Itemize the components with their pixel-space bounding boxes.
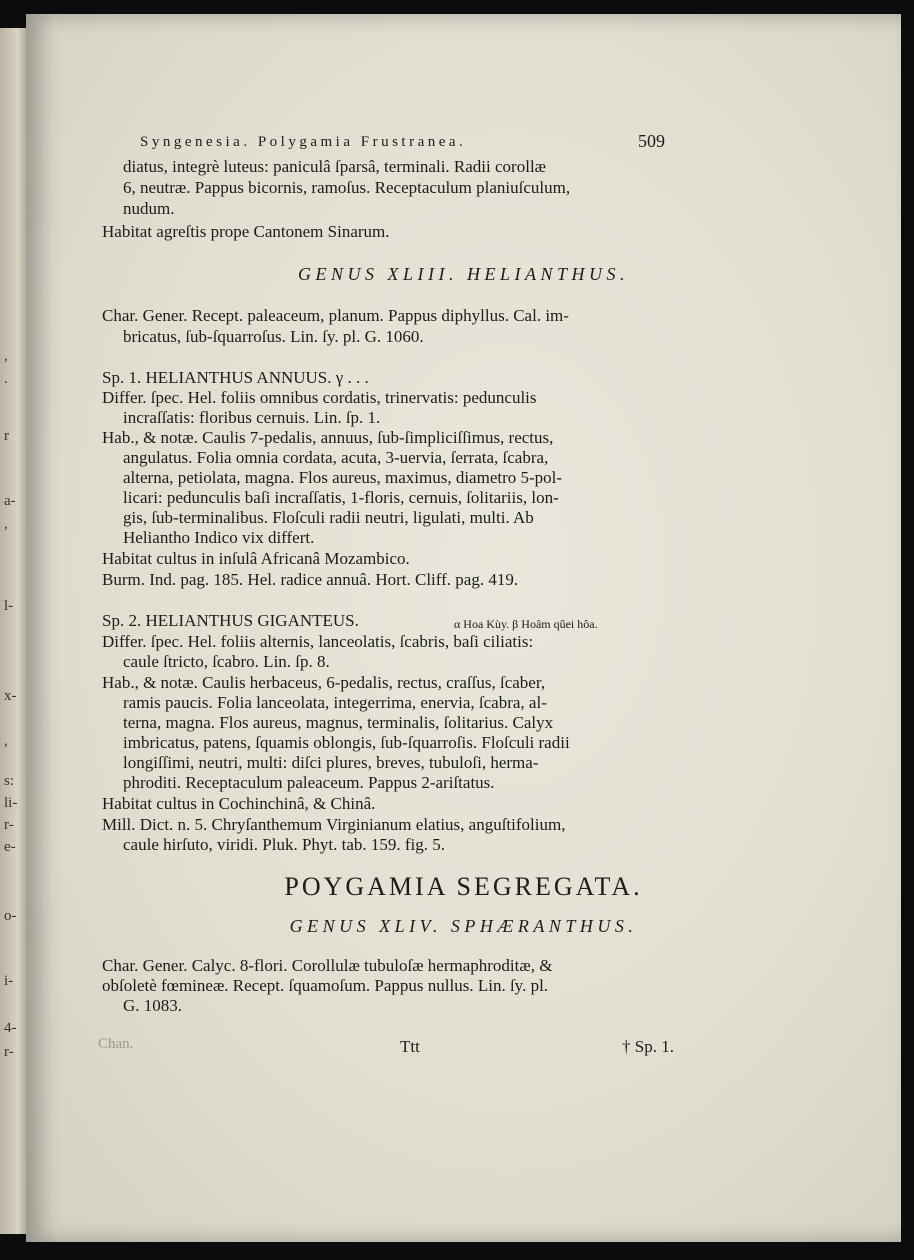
text-line: Differ. ſpec. Hel. foliis omnibus cordatis, trinervatis: pedunculis [102, 388, 537, 407]
text-line: incraſſatis: floribus cernuis. Lin. ſp. 1. [123, 408, 381, 427]
text-line: Hab., & notæ. Caulis 7-pedalis, annuus, ſub-ſimpliciſſimus, rectus, [102, 428, 554, 447]
species-heading: Sp. 1. HELIANTHUS ANNUUS. γ . . . [102, 368, 369, 387]
text-line: alterna, petiolata, magna. Flos aureus, maximus, diametro 5-pol- [123, 468, 563, 487]
left-page-fragment: a- [4, 493, 16, 509]
text-line: nudum. [123, 199, 175, 218]
vernacular-names: α Hoa Kùy. β Hoâm qûei hôa. [454, 617, 598, 631]
reference-line: Burm. Ind. pag. 185. Hel. radice annuâ. Hort. Cliff. pag. 419. [102, 570, 519, 589]
running-title: Syngenesia. Polygamia Frustranea. [140, 134, 467, 150]
character-line: Char. Gener. Recept. paleaceum, planum. Pappus diphyllus. Cal. im- [102, 306, 569, 325]
left-page-fragment: r [4, 428, 9, 444]
character-line: bricatus, ſub-ſquarroſus. Lin. ſy. pl. G. 1060. [123, 327, 424, 346]
text-line: angulatus. Folia omnia cordata, acuta, 3-uervia, ſerrata, ſcabra, [123, 448, 549, 467]
reference-line: Mill. Dict. n. 5. Chryſanthemum Virginianum elatius, anguſtifolium, [102, 815, 566, 834]
left-page-fragment: x- [4, 688, 17, 704]
left-page-fragment: e- [4, 839, 16, 855]
text-line: ramis paucis. Folia lanceolata, integerrima, enervia, ſcabra, al- [123, 693, 547, 712]
text-line: phroditi. Receptaculum paleaceum. Pappus 2-ariſtatus. [123, 773, 495, 792]
character-line: obſoletè fœmineæ. Recept. ſquamoſum. Pappus nullus. Lin. ſy. pl. [102, 976, 549, 995]
left-page-fragment: r- [4, 817, 14, 833]
left-page-fragment: , [4, 516, 8, 532]
left-page-fragment: i- [4, 973, 14, 989]
text-line: 6, neutræ. Pappus bicornis, ramoſus. Receptaculum planiuſculum, [123, 178, 571, 197]
text-line: Hab., & notæ. Caulis herbaceus, 6-pedalis, rectus, craſſus, ſcaber, [102, 673, 546, 692]
left-page-fragment: l- [4, 598, 14, 614]
text-line: licari: pedunculis baſi incraſſatis, 1-floris, cernuis, ſolitariis, lon- [123, 488, 559, 507]
text-line: Differ. ſpec. Hel. foliis alternis, lanceolatis, ſcabris, baſi ciliatis: [102, 632, 534, 651]
text-line: longiſſimi, neutri, multi: diſci plures, breves, tubuloſi, herma- [123, 753, 539, 772]
text-line: caule ſtricto, ſcabro. Lin. ſp. 8. [123, 652, 330, 671]
left-page-fragment: 4- [4, 1020, 17, 1036]
habitat-line: Habitat cultus in inſulâ Africanâ Mozambico. [102, 549, 410, 568]
signature-mark: Ttt [400, 1037, 420, 1056]
left-page-fragment: s: [4, 773, 15, 789]
left-page-fragment: , [4, 733, 8, 749]
catchword: † Sp. 1. [622, 1037, 674, 1056]
show-through-text: Chan. [98, 1036, 134, 1052]
character-line: Char. Gener. Calyc. 8-flori. Corollulæ tubuloſæ hermaphroditæ, & [102, 956, 553, 975]
left-page-fragment: . [4, 371, 8, 387]
left-page-fragment: r- [4, 1044, 14, 1060]
text-line: diatus, integrè luteus: paniculâ ſparsâ, terminali. Radii corollæ [123, 157, 546, 176]
species-heading: Sp. 2. HELIANTHUS GIGANTEUS. [102, 611, 359, 630]
text-line: imbricatus, patens, ſquamis oblongis, ſub-ſquarroſis. Floſculi radii [123, 733, 570, 752]
habitat-line: Habitat cultus in Cochinchinâ, & Chinâ. [102, 794, 376, 813]
text-line: terna, magna. Flos aureus, magnus, terminalis, ſolitarius. Calyx [123, 713, 554, 732]
character-line: G. 1083. [123, 996, 183, 1015]
text-line: Helianthо Indico vix differt. [123, 528, 315, 547]
genus-heading: GENUS XLIII. HELIANTHUS. [298, 264, 629, 284]
text-line: gis, ſub-terminalibus. Floſculi radii neutri, ligulati, multi. Ab [123, 508, 534, 527]
page-number: 509 [638, 131, 665, 151]
section-heading: POYGAMIA SEGREGATA. [284, 872, 643, 901]
left-page-fragment: , [4, 348, 8, 364]
reference-line: caule hirſuto, viridi. Pluk. Phyt. tab. 159. fig. 5. [123, 835, 446, 854]
book-page [26, 14, 901, 1242]
habitat-line: Habitat agreſtis prope Cantonem Sinarum. [102, 222, 390, 241]
left-page-fragment: li- [4, 795, 18, 811]
genus-heading: GENUS XLIV. SPHÆRANTHUS. [289, 916, 638, 936]
left-page-fragment: o- [4, 908, 17, 924]
